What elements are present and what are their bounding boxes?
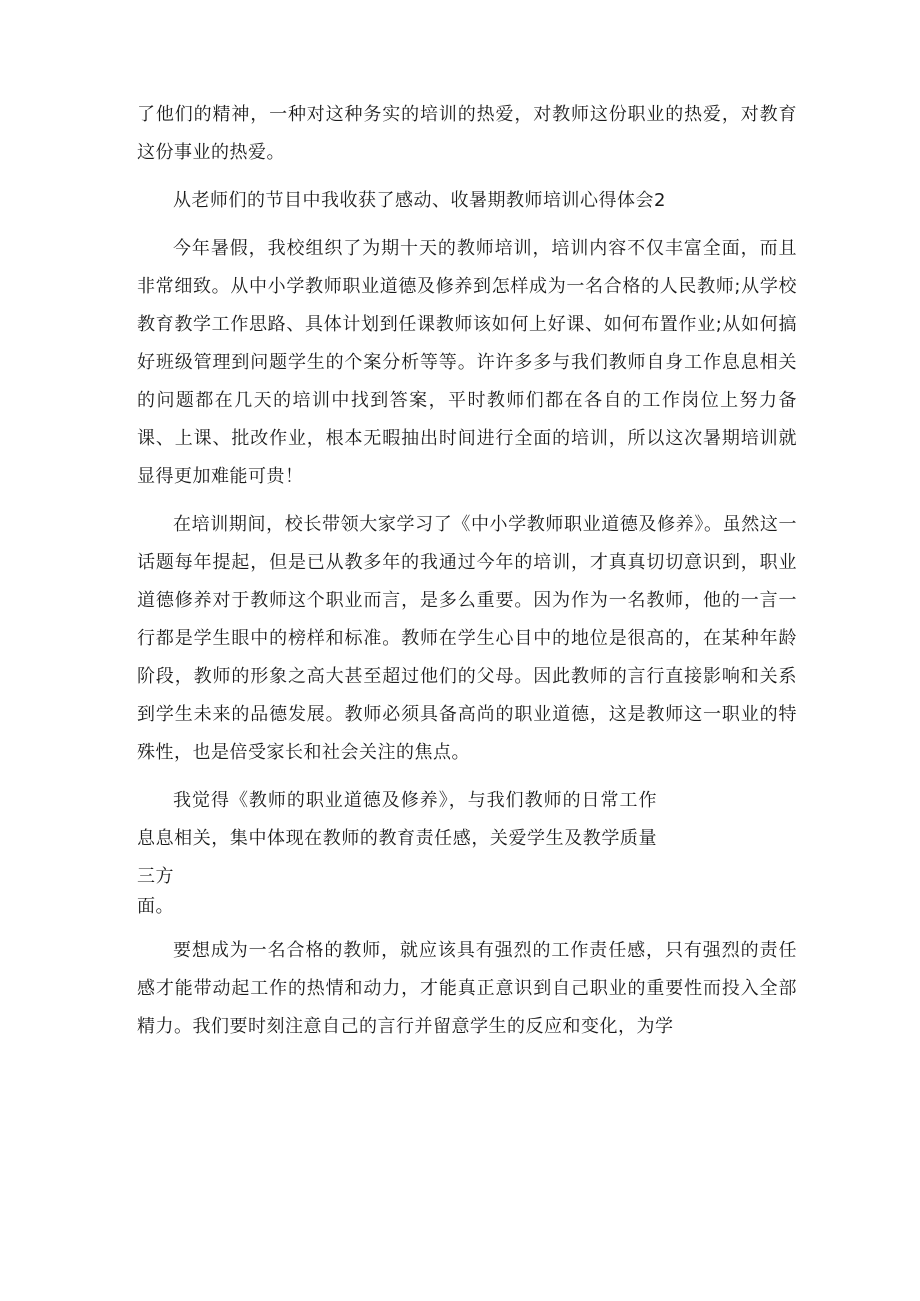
paragraph-body: 今年暑假，我校组织了为期十天的教师培训，培训内容不仅丰富全面，而且非常细致。从中小学教师职业道德及修养到怎样成为一名合格的人民教师;从学校教育教学工作思路、具体计划到任课教师该如何上好课、如何布置作业;从如何搞好班级管理到问题学生的个案分析等等。许许多多与我们教师自身工作息息相关的问题都在几天的培训中找到答案，平时教师们都在各自的工作岗位上努力备课、上课、批改作业，根本无暇抽出时间进行全面的培训，所以这次暑期培训就显得更加难能可贵！ bbox=[137, 238, 797, 487]
document-body bbox=[137, 96, 797, 1046]
paragraph-fragment: 面。 bbox=[137, 896, 174, 917]
paragraph-body: 在培训期间，校长带领大家学习了《中小学教师职业道德及修养》。虽然这一话题每年提起，但是已从教多年的我通过今年的培训，才真真切切意识到，职业道德修养对于教师这个职业而言，是多么重要。因为作为一名教师，他的一言一行都是学生眼中的榜样和标准。教师在学生心目中的地位是很高的，在某种年龄阶段，教师的形象之高大甚至超过他们的父母。因此教师的言行直接影响和关系到学生未来的品德发展。教师必须具备高尚的职业道德，这是教师这一职业的特殊性，也是倍受家长和社会关注的焦点。 bbox=[137, 514, 797, 763]
paragraph-body: 我觉得《教师的职业道德及修养》，与我们教师的日常工作息息相关，集中体现在教师的教育责任感，关爱学生及教学质量三方 bbox=[137, 790, 657, 887]
paragraph-body: 要想成为一名合格的教师，就应该具有强烈的工作责任感，只有强烈的责任感才能带动起工作的热情和动力，才能真正意识到自己职业的重要性而投入全部精力。我们要时刻注意自己的言行并留意学生的反应和变化，为学 bbox=[137, 940, 797, 1037]
paragraph-continuation: 了他们的精神，一种对这种务实的培训的热爱，对教师这份职业的热爱，对教育这份事业的热爱。 bbox=[137, 104, 797, 163]
paragraph-heading: 从老师们的节目中我收获了感动、收暑期教师培训心得体会2 bbox=[173, 190, 666, 211]
